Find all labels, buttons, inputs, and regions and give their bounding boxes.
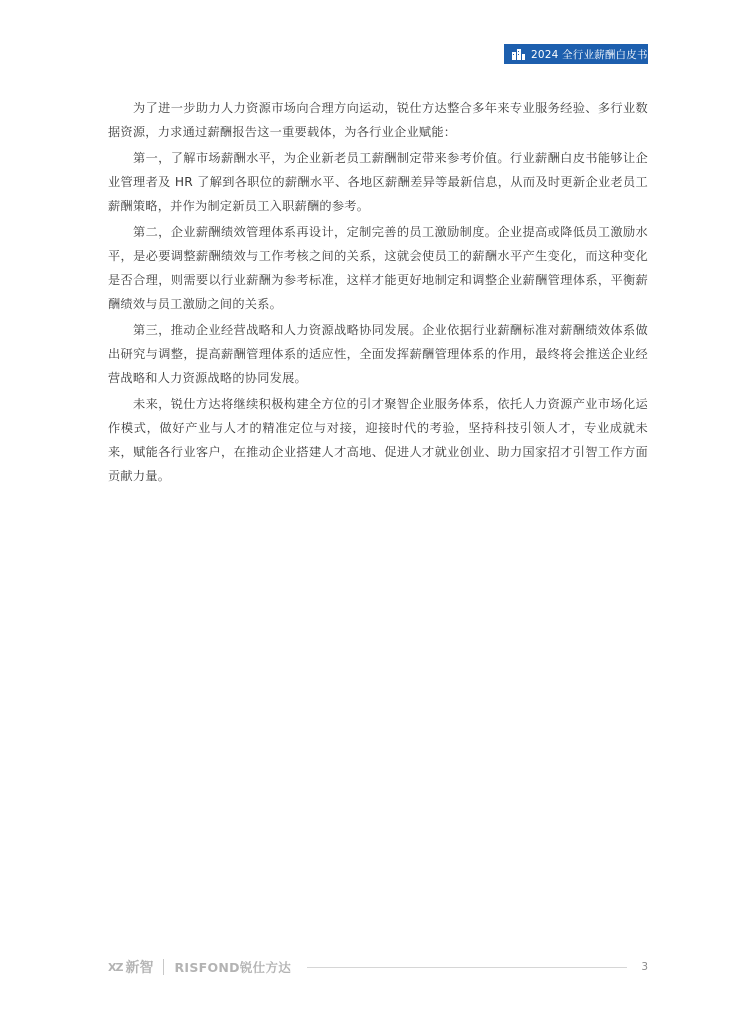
main-content	[108, 96, 648, 490]
header-badge	[504, 44, 648, 64]
future-paragraph: 未来，锐仕方达将继续积极构建全方位的引才聚智企业服务体系，依托人力资源产业市场化运作模式，做好产业与人才的精准定位与对接，迎接时代的考验，坚持科技引领人才，专业成就未来，赋能各行业客户，在推动企业搭建人才高地、促进人才就业创业、助力国家招才引智工作方面贡献力量。	[108, 397, 648, 483]
page-footer	[108, 955, 648, 979]
xinzhi-logo	[108, 957, 153, 977]
risfond-logo: RISFOND锐仕方达	[174, 960, 292, 975]
footer-separator	[163, 959, 164, 975]
point-one-paragraph: 第一，了解市场薪酬水平，为企业新老员工薪酬制定带来参考价值。行业薪酬白皮书能够让企业管理者及 HR 了解到各职位的薪酬水平、各地区薪酬差异等最新信息，从而及时更新企业老员工薪酬策略，并作为制定新员工入职薪酬的参考。	[108, 151, 648, 213]
intro-paragraph: 为了进一步助力人力资源市场向合理方向运动，锐仕方达整合多年来专业服务经验、多行业数据资源，力求通过薪酬报告这一重要载体，为各行业企业赋能：	[108, 101, 648, 139]
footer-divider-line	[307, 967, 627, 968]
building-icon	[512, 48, 525, 60]
point-two-paragraph: 第二，企业薪酬绩效管理体系再设计，定制完善的员工激励制度。企业提高或降低员工激励水平，是必要调整薪酬绩效与工作考核之间的关系，这就会使员工的薪酬水平产生变化，而这种变化是否合理，则需要以行业薪酬为参考标准，这样才能更好地制定和调整企业薪酬管理体系，平衡薪酬绩效与员工激励之间的关系。	[108, 225, 648, 311]
xinzhi-logo-mark: XZ	[108, 960, 123, 974]
point-three-paragraph: 第三，推动企业经营战略和人力资源战略协同发展。企业依据行业薪酬标准对薪酬绩效体系做出研究与调整，提高薪酬管理体系的适应性，全面发挥薪酬管理体系的作用，最终将会推送企业经营战略和人力资源战略的协同发展。	[108, 323, 648, 385]
page-number: 3	[641, 961, 648, 973]
xinzhi-logo-text: 新智	[125, 960, 154, 976]
header-title: 2024 全行业薪酬白皮书	[531, 48, 648, 61]
